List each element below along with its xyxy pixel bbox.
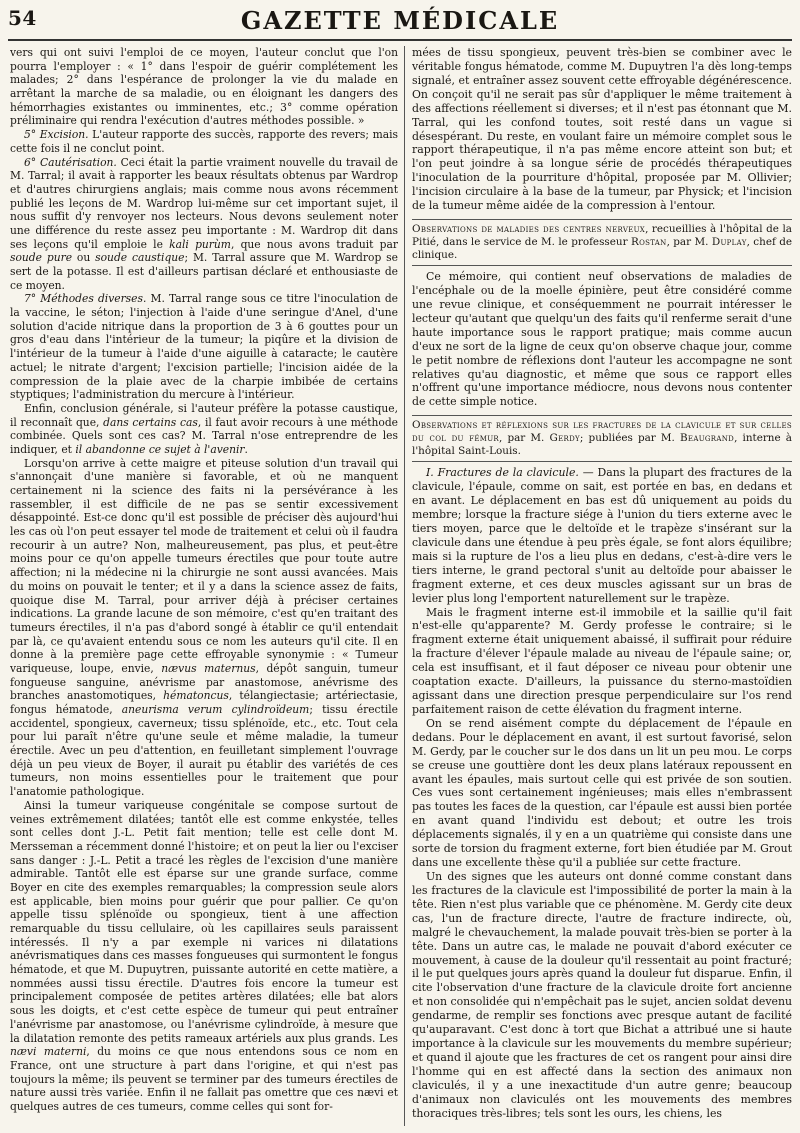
paragraph-text: , télangiectasie; artériectasie, fongus hématode, (10, 689, 398, 716)
paragraph-text: Enfin, conclusion générale, si l'auteur préfère la potasse caustique, il reconnaît que, (10, 401, 398, 429)
paragraph: mées de tissu spongieux, peuvent très-bien se combiner avec le véritable fongus hématode, comme M. Dupuytren l'a dès long-temps signalé, et entraîner assez souvent cette effroyable dégénérescence. On conçoit qu'il ne serait pas sûr d'appliquer le même traitement à des affections réellement si diverses; et il n'est pas étonnant que M. Tarral, qui les confond toutes, soit resté dans un vague si désespérant. Du reste, en voulant faire un mémoire complet sous le rapport thérapeutique, il n'a pas même encore atteint son but; et l'on peut joindre à sa longue série de procédés thérapeutiques l'inoculation de la pourriture d'hôpital, proposée par M. Ollivier; l'incision circulaire à la base de la tumeur, par Physick; et l'incision de la tumeur même aidée de la compression à l'entour. (412, 46, 792, 213)
section-text: , interne à l'hôpital Saint-Louis. (412, 432, 792, 458)
paragraph: vers qui ont suivi l'emploi de ce moyen, l'auteur conclut que l'on pourra l'employer : « 1° dans l'espoir de guérir complétement les malades; 2° dans l'espérance de prolonger la vie du malade en arrêtant la marche de sa maladie, ou en éloignant les dangers des hémorrhagies existantes ou imminentes, etc.; 3° comme opération préliminaire qui rendra l'exécution d'autres méthodes possible. » (10, 46, 398, 128)
author-name: Gerdy (549, 432, 580, 445)
paragraph-heading: I. Fractures de la clavicule. (426, 466, 579, 480)
paragraph-text: , du moins ce que nous entendons sous ce nom en France, ont une structure à part dans l'origine, et qui n'est pas toujours la même; ils peuvent se terminer par des tumeurs érectiles de nature aussi très variée. Enfin il ne fallait pas omettre que ces nævi et quelques autres de ces tumeurs, comme celles qui sont for- (10, 1045, 398, 1113)
italic-term: soude caustique (95, 251, 185, 265)
italic-term: kali purùm (169, 237, 231, 251)
italic-term: nævi materni (10, 1045, 87, 1059)
section-heading (412, 415, 792, 462)
paragraph (10, 799, 398, 1114)
paragraph-text: Ceci était la partie vraiment nouvelle du travail de M. Tarral; il avait à rapporter les beaux résultats obtenus par Wardrop et d'autres chirurgiens anglais; mais comme nous avons récemment publié les leçons de M. Wardrop lui-même sur cet important sujet, il nous suffit d'y renvoyer nos lecteurs. Nous devons seulement noter une différence du reste assez peu importante : M. Wardrop dit dans ses leçons qu'il emploie le (10, 155, 398, 251)
paragraph-heading: 5° Excision. (24, 128, 89, 142)
section-text: , recueillies à l'hôpital de la Pitié, dans le service de M. le professeur (412, 223, 792, 249)
section-title: Observations et réflexions sur les fractures de la clavicule et sur celles du col du fémur (412, 419, 792, 445)
paragraph-text: , dépôt sanguin, tumeur fongueuse sanguine, anévrisme par anastomose, anévrisme des branches anastomotiques, (10, 661, 398, 703)
section-text: , chef de clinique. (412, 236, 792, 262)
italic-term: il abandonne ce sujet à l'avenir (75, 442, 245, 456)
paragraph-text: Lorsqu'on arrive à cette maigre et piteuse solution d'un travail qui s'annonçait d'une manière si favorable, et où ne manquent certainement ni la science des faits ni la persévérance à les rassembler, il est difficile de ne pas se sentir excessivement désappointé. Est-ce donc qu'il est possible de préciser dès aujourd'hui les cas où l'on peut essayer tel mode de traitement et celui où il faudra recourir à un autre? Non, malheureusement, pas plus, et peut-être moins pour ce qu'on appelle tumeurs érectiles que pour toute autre affection; ni la médecine ni la chirurgie ne sont aussi avancées. Mais du moins on pouvait le tenter; et il y a dans la science assez de faits, quoique dise M. Tarral, pour arriver déjà à préciser certaines indications. La grande lacune de son mémoire, c'est qu'en traitant des tumeurs érectiles, il n'a pas d'abord songé à établir ce qu'il entendait par là, ce qu'avaient entendu sous ce nom les auteurs qu'il cite. Il en donne à la première page cette effroyable synonymie : « Tumeur variqueuse, loupe, envie, (10, 456, 398, 675)
author-name: Beaugrand (680, 432, 735, 445)
paragraph-text: ou (72, 251, 96, 265)
section-heading (412, 219, 792, 266)
author-name: Duplay (711, 236, 747, 249)
paragraph (10, 292, 398, 402)
paragraph-text: M. Tarral range sous ce titre l'inoculation de la vaccine, le séton; l'injection à l'aide d'une seringue d'Anel, d'une solution d'acide nitrique dans la proportion de 3 à 6 gouttes pour un gros d'eau dans l'intérieur de la tumeur; la piqûre et la division de l'intérieur de la tumeur à l'aide d'une aiguille à cataracte; le cautère actuel; le nitrate d'argent; l'excision partielle; l'incision aidée de la compression de la plaie avec de la charpie imbibée de certains styptiques; l'administration du mercure à l'intérieur. (10, 292, 398, 402)
italic-term: soude pure (10, 251, 73, 265)
left-column (10, 46, 398, 1126)
italic-term: dans certains cas (103, 415, 198, 429)
page-number: 54 (8, 6, 37, 30)
italic-term: aneurisma verum cylindroïdeum (121, 703, 310, 716)
paragraph-text: ; tissu érectile accidentel, spongieux, caverneux; tissu splénoïde, etc., etc. Tout cela pour lui paraît n'être qu'une seule et même maladie, la tumeur érectile. Avec un peu d'attention, en feuilletant simplement l'ouvrage déjà un peu vieux de Boyer, il aurait pu établir des variétés de ces tumeurs, non moins essentielles pour le traitement que pour l'anatomie pathologique. (10, 703, 398, 799)
journal-title: GAZETTE MÉDICALE (240, 6, 560, 35)
paragraph: Un des signes que les auteurs ont donné comme constant dans les fractures de la clavicule est l'impossibilité de porter la main à la tête. Rien n'est plus variable que ce phénomène. M. Gerdy cite deux cas, l'un de fracture directe, l'autre de fracture indirecte, où, malgré le chevauchement, la malade pouvait très-bien se porter à la tête. Dans un autre cas, le malade ne pouvait d'abord exécuter ce mouvement, à cause de la douleur qu'il ressentait au point fracturé; il le put quelques jours après quand la douleur fut disparue. Enfin, il cite l'observation d'une fracture de la clavicule droite fort ancienne et non consolidée qui n'empêchait pas le sujet, ancien soldat devenu gendarme, de remplir ses fonctions avec presque autant de facilité qu'auparavant. C'est donc à tort que Bichat a attribué une si haute importance à la clavicule sur les mouvements du membre supérieur; et quand il ajoute que les fractures de cet os rangent pour ainsi dire l'homme qui en est affecté dans la section des animaux non claviculés, il y a une inexactitude d'un autre genre; beaucoup d'animaux non claviculés ont les mouvements des membres thoraciques très-libres; tels sont les ours, les chiens, les (412, 870, 792, 1120)
author-name: Rostan (630, 236, 667, 249)
paragraph-text: . (244, 442, 248, 456)
paragraph-text: ; M. Tarral assure que M. Wardrop se sert de la potasse. Il est d'ailleurs partisan déclaré et enthousiaste de ce moyen. (10, 251, 398, 292)
paragraph: On se rend aisément compte du déplacement de l'épaule en dedans. Pour le déplacement en avant, il est surtout favorisé, selon M. Gerdy, par le coucher sur le dos dans un lit un peu mou. Le corps se creuse une gouttière dont les deux plans latéraux repoussent en avant les épaules, mais surtout celle qui est privée de son soutien. Ces vues sont certainement ingénieuses; mais elles n'embrassent pas toutes les faces de la question, car l'épaule est aussi bien portée en avant quand l'individu est debout; et outre les trois déplacements signalés, il y en a un quatrième qui consiste dans une sorte de torsion du fragment externe, fort bien étudiée par M. Grout dans une excellente thèse qu'il a publiée sur cette fracture. (412, 716, 792, 870)
paragraph-text: L'auteur rapporte des succès, rapporte des revers; mais cette fois il ne conclut point. (10, 128, 398, 155)
paragraph (10, 156, 398, 293)
section-title: Observations de maladies des centres nerveux (412, 223, 646, 236)
page-header (8, 6, 792, 40)
paragraph-text: , il faut avoir recours à une méthode combinée. Quels sont ces cas? M. Tarral n'ose entreprendre de les indiquer, et (10, 415, 398, 456)
paragraph: Mais le fragment interne est-il immobile et la saillie qu'il fait n'est-elle qu'apparente? M. Gerdy professe le contraire; si le fragment externe était uniquement abaissé, il suffirait pour réduire la fracture d'élever l'épaule malade au niveau de l'épaule saine; or, cela est insuffisant, et il faut déposer ce niveau pour obtenir une coaptation exacte. D'ailleurs, la puissance du sterno-mastoïdien agissant dans une direction presque perpendiculaire sur l'os rend parfaitement raison de cette élévation du fragment interne. (412, 605, 792, 716)
paragraph (10, 128, 398, 155)
section-text: ; publiées par M. (579, 432, 680, 445)
paragraph-text: — Dans la plupart des fractures de la clavicule, l'épaule, comme on sait, est portée en bas, en dedans et en avant. Le déplacement en bas est dû uniquement au poids du membre; lorsque la fracture siége à l'union du tiers externe avec le tiers moyen, parce que le deltoïde et le trapèze s'insérant sur la clavicule dans une étendue à peu près égale, se font alors équilibre; mais si la rupture de l'os a lieu plus en dedans, c'est-à-dire vers le tiers interne, le grand pectoral s'unit au deltoïde pour abaisser le fragment externe, et ces deux muscles agissant sur un bras de levier plus long l'emportent naturellement sur le trapèze. (412, 466, 792, 605)
right-column (412, 46, 792, 1126)
paragraph-heading: 7° Méthodes diverses. (24, 292, 147, 306)
italic-term: hématoncus (163, 689, 229, 703)
column-divider (404, 46, 405, 1126)
paragraph (10, 457, 398, 799)
section-text: , par M. (666, 236, 712, 249)
paragraph-heading: 6° Cautérisation. (24, 155, 117, 169)
paragraph (10, 402, 398, 457)
paragraph (412, 466, 792, 605)
italic-term: nævus maternus (161, 661, 256, 675)
paragraph: Ce mémoire, qui contient neuf observations de maladies de l'encéphale ou de la moelle épinière, peut être considéré comme une revue clinique, et conséquemment ne pourrait intéresser le lecteur qu'autant que quelqu'un des faits qu'il renferme serait d'une haute importance sous le rapport pratique; mais comme aucun d'eux ne sort de la ligne de ceux qu'on observe chaque jour, comme le petit nombre de réflexions dont l'auteur les accompagne ne sont relatives qu'au diagnostic, et même que sous ce rapport elles n'offrent qu'une importance médiocre, nous devons nous contenter de cette simple notice. (412, 270, 792, 409)
paragraph-text: Ainsi la tumeur variqueuse congénitale se compose surtout de veines extrêmement dilatées; tantôt elle est comme enkystée, telles sont celles dont J.-L. Petit fait mention; telle est celle dont M. Mersseman a récemment donné l'histoire; et on peut la lier ou l'exciser sans danger : J.-L. Petit a tracé les règles de l'excision d'une manière admirable. Tantôt elle est éparse sur une grande surface, comme Boyer en cite des exemples remarquables; la compression seule alors est applicable, bien moins pour guérir que pour pallier. Ce qu'on appelle tissu splénoïde ou spongieux, tient à une affection remarquable du tissu cellulaire, où les capillaires seuls paraissent intéressés. Il n'y a par exemple ni varices ni dilatations anévrismatiques dans ces masses fongueuses qui surmontent le fongus hématode, et que M. Dupuytren, puissante autorité en cette matière, a nommées aussi tissu érectile. D'autres fois encore la tumeur est principalement composée de petites artères dilatées; elle bat alors sous les doigts, et c'est cette espèce de tumeur qui peut entraîner l'anévrisme par anastomose, ou l'anévrisme cylindroïde, à mesure que la dilatation remonte des petits rameaux artériels aux plus grands. Les (10, 798, 398, 1045)
section-text: , par M. (499, 432, 550, 445)
paragraph-text: , que nous avons traduit par (230, 237, 398, 251)
header-rule (8, 39, 792, 41)
